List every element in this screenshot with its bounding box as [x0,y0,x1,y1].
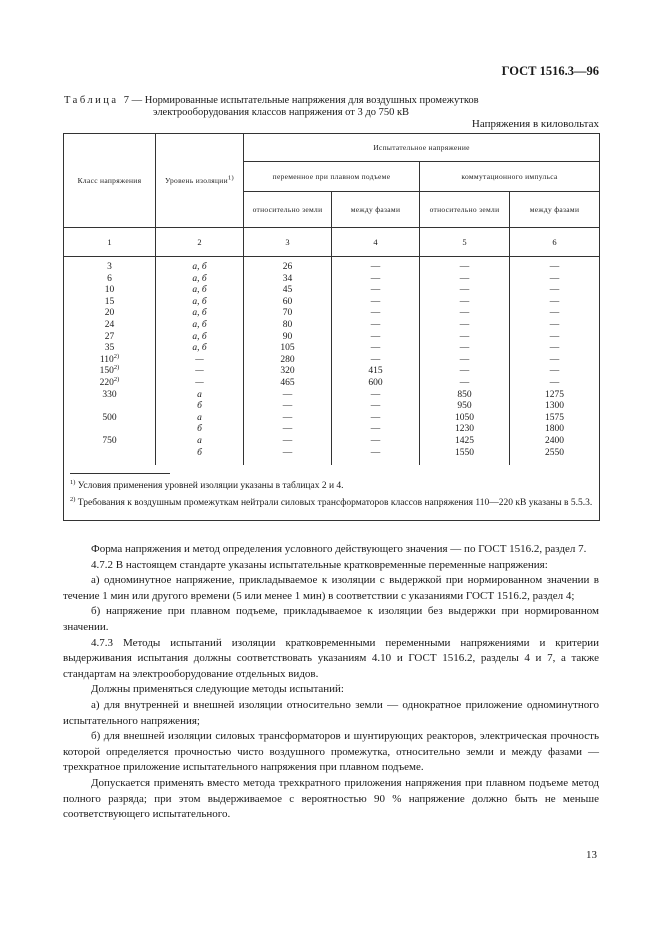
cell-sw-phase: 1800 [510,424,600,436]
cell-ac-phase: — [332,257,420,274]
cell-voltage-class: 15 [64,297,156,309]
cell-ac-ground: — [244,413,332,425]
cell-ac-ground: 26 [244,257,332,274]
cell-ac-ground: — [244,401,332,413]
cell-voltage-class: 24 [64,320,156,332]
cell-sw-ground: — [420,343,510,355]
colnum-1: 1 [64,228,156,257]
cell-voltage-class [64,424,156,436]
table-footnotes [64,465,600,521]
cell-voltage-class: 500 [64,413,156,425]
cell-insulation-level: а, б [156,308,244,320]
cell-ac-ground: — [244,390,332,402]
table-caption [64,95,604,119]
cell-sw-ground: — [420,257,510,274]
caption-line1: — Нормированные испытательные напряжения для воздушных промежутков [131,95,479,106]
cell-voltage-class: 150$^{2)}$ [64,366,156,378]
col-ac: переменное при плавном подъеме [244,162,420,192]
table-row [64,343,600,355]
cell-insulation-level: а [156,413,244,425]
col-test-voltage: Испытательное напряжение [244,134,600,162]
cell-sw-phase: 1275 [510,390,600,402]
cell-ac-phase: — [332,274,420,286]
cell-ac-phase: 415 [332,366,420,378]
cell-sw-phase: — [510,355,600,367]
cell-sw-phase: — [510,308,600,320]
cell-sw-ground: 850 [420,390,510,402]
cell-voltage-class: 10 [64,285,156,297]
units-note: Напряжения в киловольтах [471,118,599,130]
cell-sw-phase: — [510,343,600,355]
col-sw-phase: между фазами [510,192,600,228]
cell-insulation-level: — [156,366,244,378]
footnote-mark: 2) [113,364,120,372]
cell-sw-ground: 1425 [420,436,510,448]
cell-voltage-class: 110$^{2)}$ [64,355,156,367]
cell-ac-phase: — [332,343,420,355]
cell-ac-phase: — [332,320,420,332]
cell-sw-phase: — [510,366,600,378]
table-row [64,297,600,309]
document-title: ГОСТ 1516.3—96 [501,64,599,78]
col-switching: коммутационного импульса [420,162,600,192]
paragraph: Должны применяться следующие методы испытаний: [91,683,344,696]
cell-insulation-level: б [156,424,244,436]
paragraph: б) напряжение при плавном подъеме, прикладываемое к изоляции без выдержки при нормированном значении. [63,605,599,633]
table-row [64,285,600,297]
cell-ac-ground: 280 [244,355,332,367]
cell-ac-ground: 60 [244,297,332,309]
cell-voltage-class: 6 [64,274,156,286]
table-row [64,308,600,320]
colnum-2: 2 [156,228,244,257]
col-insulation-level: Уровень изоляции$^{1)}$ [156,134,244,228]
cell-sw-ground: — [420,320,510,332]
col-ac-ground: относительно земли [244,192,332,228]
body-text [63,542,599,823]
cell-sw-phase: 1300 [510,401,600,413]
cell-voltage-class [64,448,156,466]
cell-ac-ground: 34 [244,274,332,286]
paragraph: а) одноминутное напряжение, прикладываемое к изоляции с выдержкой при нормированном значении в течение 1 мин или другого времени (5 или менее 1 мин) в соответствии с указаниями ГОСТ 1516.2, раздел 4; [63,574,599,602]
cell-voltage-class [64,401,156,413]
cell-insulation-level: а, б [156,297,244,309]
cell-insulation-level: — [156,378,244,390]
cell-ac-ground: — [244,424,332,436]
table-row [64,274,600,286]
cell-voltage-class: 20 [64,308,156,320]
cell-insulation-level: а, б [156,274,244,286]
cell-insulation-level: а, б [156,343,244,355]
cell-insulation-level: а [156,390,244,402]
cell-ac-phase: — [332,401,420,413]
page-number: 13 [586,849,597,861]
colnum-6: 6 [510,228,600,257]
cell-ac-phase: — [332,308,420,320]
paragraph: 4.7.3 Методы испытаний изоляции кратковременными переменными напряжениями и критерии выдерживания испытания должны соответствовать указаниям 4.10 и ГОСТ 1516.2, разделы 4 и 7, а также стандартам на электрооборудование отдельных видов. [63,636,599,680]
table-row [64,436,600,448]
cell-ac-phase: — [332,424,420,436]
footnote-mark: 2) [113,375,120,383]
cell-insulation-level: а, б [156,285,244,297]
paragraph: 4.7.2 В настоящем стандарте указаны испытательные кратковременные переменные напряжения: [91,558,548,571]
caption-line2: электрооборудования классов напряжения от 3 до 750 кВ [153,107,410,118]
table-row [64,390,600,402]
cell-ac-ground: — [244,436,332,448]
caption-label: Таблица [64,95,119,106]
cell-ac-phase: — [332,448,420,466]
cell-sw-ground: — [420,366,510,378]
cell-insulation-level: б [156,401,244,413]
cell-sw-ground: 1550 [420,448,510,466]
col-ac-phase: между фазами [332,192,420,228]
cell-voltage-class: 35 [64,343,156,355]
paragraph: а) для внутренней и внешней изоляции относительно земли — однократное приложение одноминутного испытательного напряжения; [63,698,599,727]
colnum-5: 5 [420,228,510,257]
cell-ac-phase: — [332,332,420,344]
cell-sw-phase: — [510,274,600,286]
cell-sw-ground: 1230 [420,424,510,436]
cell-voltage-class: 3 [64,257,156,274]
cell-ac-phase: 600 [332,378,420,390]
cell-sw-ground: — [420,378,510,390]
table-row [64,257,600,274]
cell-insulation-level: б [156,448,244,466]
paragraph: Форма напряжения и метод определения условного действующего значения — по ГОСТ 1516.2, раздел 7. [91,543,587,555]
table-row [64,320,600,332]
cell-ac-ground: 90 [244,332,332,344]
test-voltage-table [63,133,600,521]
table-row [64,355,600,367]
cell-sw-phase: — [510,297,600,309]
cell-ac-phase: — [332,390,420,402]
table-row [64,424,600,436]
cell-insulation-level: а [156,436,244,448]
cell-sw-phase: 2550 [510,448,600,466]
cell-ac-phase: — [332,413,420,425]
table-row [64,366,600,378]
cell-sw-phase: — [510,257,600,274]
cell-sw-ground: — [420,332,510,344]
footnote-rule [70,473,170,474]
table-row [64,378,600,390]
paragraph: Допускается применять вместо метода трехкратного приложения напряжения при плавном подъеме метод полного разряда; при этом выдерживаемое с вероятностью 90 % напряжение должно быть не меньше соответствующего испытательного. [63,776,599,821]
cell-insulation-level: а, б [156,320,244,332]
cell-sw-ground: — [420,308,510,320]
col-voltage-class: Класс напряжения [64,134,156,228]
cell-sw-ground: — [420,355,510,367]
cell-voltage-class: 220$^{2)}$ [64,378,156,390]
cell-voltage-class: 330 [64,390,156,402]
cell-sw-phase: — [510,378,600,390]
table-row [64,413,600,425]
footnote-mark: 2) [113,352,120,360]
cell-ac-ground: 70 [244,308,332,320]
cell-ac-ground: — [244,448,332,466]
cell-voltage-class: 27 [64,332,156,344]
cell-sw-phase: — [510,285,600,297]
cell-sw-ground: — [420,285,510,297]
cell-ac-ground: 320 [244,366,332,378]
cell-ac-phase: — [332,285,420,297]
cell-ac-phase: — [332,297,420,309]
cell-sw-phase: 1575 [510,413,600,425]
cell-sw-phase: — [510,320,600,332]
cell-ac-phase: — [332,436,420,448]
table-row [64,401,600,413]
cell-ac-ground: 45 [244,285,332,297]
footnote-1: $^{1)}$ Условия применения уровней изоляции указаны в таблицах 2 и 4. [70,478,344,492]
cell-ac-ground: 465 [244,378,332,390]
caption-number: 7 [123,95,130,106]
footnote-2: $^{2)}$ Требования к воздушным промежуткам нейтрали силовых трансформаторов классов напряжения 110—220 кВ указаны в 5.5.3. [70,495,593,509]
cell-sw-phase: 2400 [510,436,600,448]
cell-insulation-level: а, б [156,257,244,274]
cell-sw-ground: 1050 [420,413,510,425]
cell-insulation-level: — [156,355,244,367]
table-row [64,448,600,466]
cell-insulation-level: а, б [156,332,244,344]
cell-sw-ground: — [420,274,510,286]
colnum-3: 3 [244,228,332,257]
cell-ac-ground: 80 [244,320,332,332]
cell-ac-phase: — [332,355,420,367]
table-row [64,332,600,344]
paragraph: б) для внешней изоляции силовых трансформаторов и шунтирующих реакторов, электрическая прочность которой определяется прочностью чисто воздушного промежутка, относительно земли и между фазами — трехкратное приложение испытательного напряжения при плавном подъеме. [63,730,599,774]
colnum-4: 4 [332,228,420,257]
cell-sw-phase: — [510,332,600,344]
cell-voltage-class: 750 [64,436,156,448]
cell-sw-ground: 950 [420,401,510,413]
col-sw-ground: относительно земли [420,192,510,228]
cell-sw-ground: — [420,297,510,309]
cell-ac-ground: 105 [244,343,332,355]
